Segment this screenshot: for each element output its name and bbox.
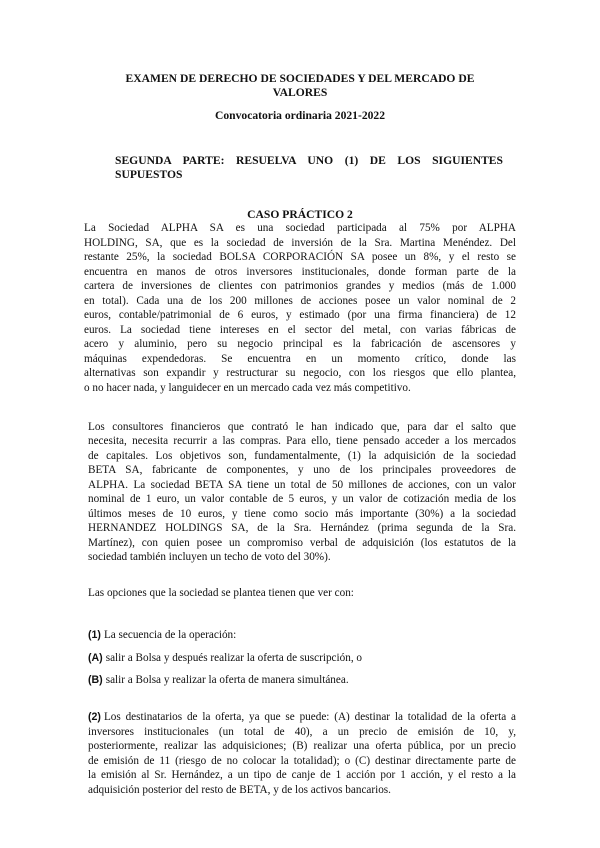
option-a	[88, 651, 362, 665]
paragraph-line: nominal de 1 euro, un valor contable de 5 euros, y un valor de cotización media de los	[88, 493, 516, 505]
option-a-text: salir a Bolsa y después realizar la oferta de suscripción, o	[105, 652, 363, 664]
section-title-line-1: SEGUNDA PARTE: RESUELVA UNO (1) DE LOS SIGUIENTES	[115, 154, 503, 167]
option-1-label: (1)	[88, 629, 101, 641]
paragraph-line: HERNANDEZ HOLDINGS SA, de la Sra. Hernández (prima segunda de la Sra.	[88, 522, 516, 534]
paragraph-line: Martínez), con quien posee un compromiso verbal de adquisición (los estatutos de la	[88, 537, 516, 549]
case-title: CASO PRÁCTICO 2	[247, 208, 353, 221]
paragraph-line: máquinas expendedoras. Se encuentra en un momento crítico, donde las	[84, 353, 516, 365]
paragraph-line: euros. La sociedad tiene intereses en el sector del metal, con varias fábricas de	[84, 324, 516, 336]
option-b-text: salir a Bolsa y realizar la oferta de manera simultánea.	[105, 674, 349, 686]
paragraph-line: cartera de inversiones de clientes con patrimonios grandes y medios (más de 1.000	[84, 280, 516, 292]
paragraph-line: últimos meses de 10 euros, y tiene como socio más importante (30%) a la sociedad	[88, 508, 516, 520]
exam-title-line-2: VALORES	[272, 86, 328, 99]
option-2-label: (2)	[88, 711, 101, 723]
paragraph-line: La Sociedad ALPHA SA es una sociedad participada al 75% por ALPHA	[84, 222, 516, 234]
option-2-line: adquisición posterior del resto de BETA, y de los activos bancarios.	[88, 784, 391, 796]
paragraph-line: o no hacer nada, y languidecer en un mercado cada vez más competitivo.	[84, 382, 411, 394]
paragraph-line: HOLDING, SA, que es la sociedad de inversión de la Sra. Martina Menéndez. Del	[84, 237, 516, 249]
convocatoria-title: Convocatoria ordinaria 2021-2022	[214, 109, 386, 122]
option-2-line: posteriormente, realizar las adquisiciones; (B) realizar una oferta pública, por un precio	[88, 740, 516, 752]
option-2-line: inversores institucionales (un total de 40), a un precio de emisión de 10, y,	[88, 726, 516, 738]
paragraph-line: encuentra en manos de otros inversores institucionales, donde forman parte de la	[84, 266, 516, 278]
paragraph-line: necesita, necesita recurrir a las compras. Para ello, tiene pensado acceder a los mercados	[88, 435, 516, 447]
option-2-line: la emisión al Sr. Hernández, a un tipo de canje de 1 acción por 1 acción, y el resto a la	[88, 769, 516, 781]
paragraph-line: Los consultores financieros que contrató le han indicado que, para dar el salto que	[88, 421, 516, 433]
section-title-line-2: SUPUESTOS	[115, 168, 183, 181]
option-2-line: de emisión de 11 (riesgo de no colocar la totalidad); o (C) destinar directamente parte de	[88, 755, 516, 767]
paragraph-line: de capitales. Los objetivos son, fundamentalmente, (1) la adquisición de la sociedad	[88, 450, 516, 462]
option-a-label: (A)	[88, 652, 103, 664]
option-1-text: La secuencia de la operación:	[103, 629, 237, 641]
option-b	[88, 673, 349, 687]
exam-title-line-1: EXAMEN DE DERECHO DE SOCIEDADES Y DEL MERCADO DE	[125, 72, 475, 85]
option-1	[88, 628, 236, 642]
paragraph-line: sociedad también incluyen un techo de voto del 30%).	[88, 551, 331, 563]
paragraph-line: en total). Cada una de los 200 millones de acciones posee un valor nominal de 2	[84, 295, 516, 307]
paragraph-line: alternativas son expandir y restructurar su negocio, con los riesgos que ello plantea,	[84, 367, 516, 379]
paragraph-line: euros, contable/patrimonial de 6 euros, y estimado (por una firma financiera) de 12	[84, 309, 516, 321]
options-intro: Las opciones que la sociedad se plantea tienen que ver con:	[88, 587, 354, 599]
option-2-line: (2) Los destinatarios de la oferta, ya que se puede: (A) destinar la totalidad de la oferta a	[88, 711, 516, 723]
option-b-label: (B)	[88, 674, 103, 686]
paragraph-line: ALPHA. La sociedad BETA SA tiene un total de 50 millones de acciones, con un valor	[88, 479, 516, 491]
paragraph-line: BETA SA, fabricante de componentes, y uno de los principales proveedores de	[88, 464, 516, 476]
paragraph-line: restante 25%, la sociedad BOLSA CORPORACIÓN SA posee un 8%, y el resto se	[84, 251, 516, 263]
paragraph-line: acero y aluminio, pero su negocio principal es la fabricación de ascensores y	[84, 338, 516, 350]
